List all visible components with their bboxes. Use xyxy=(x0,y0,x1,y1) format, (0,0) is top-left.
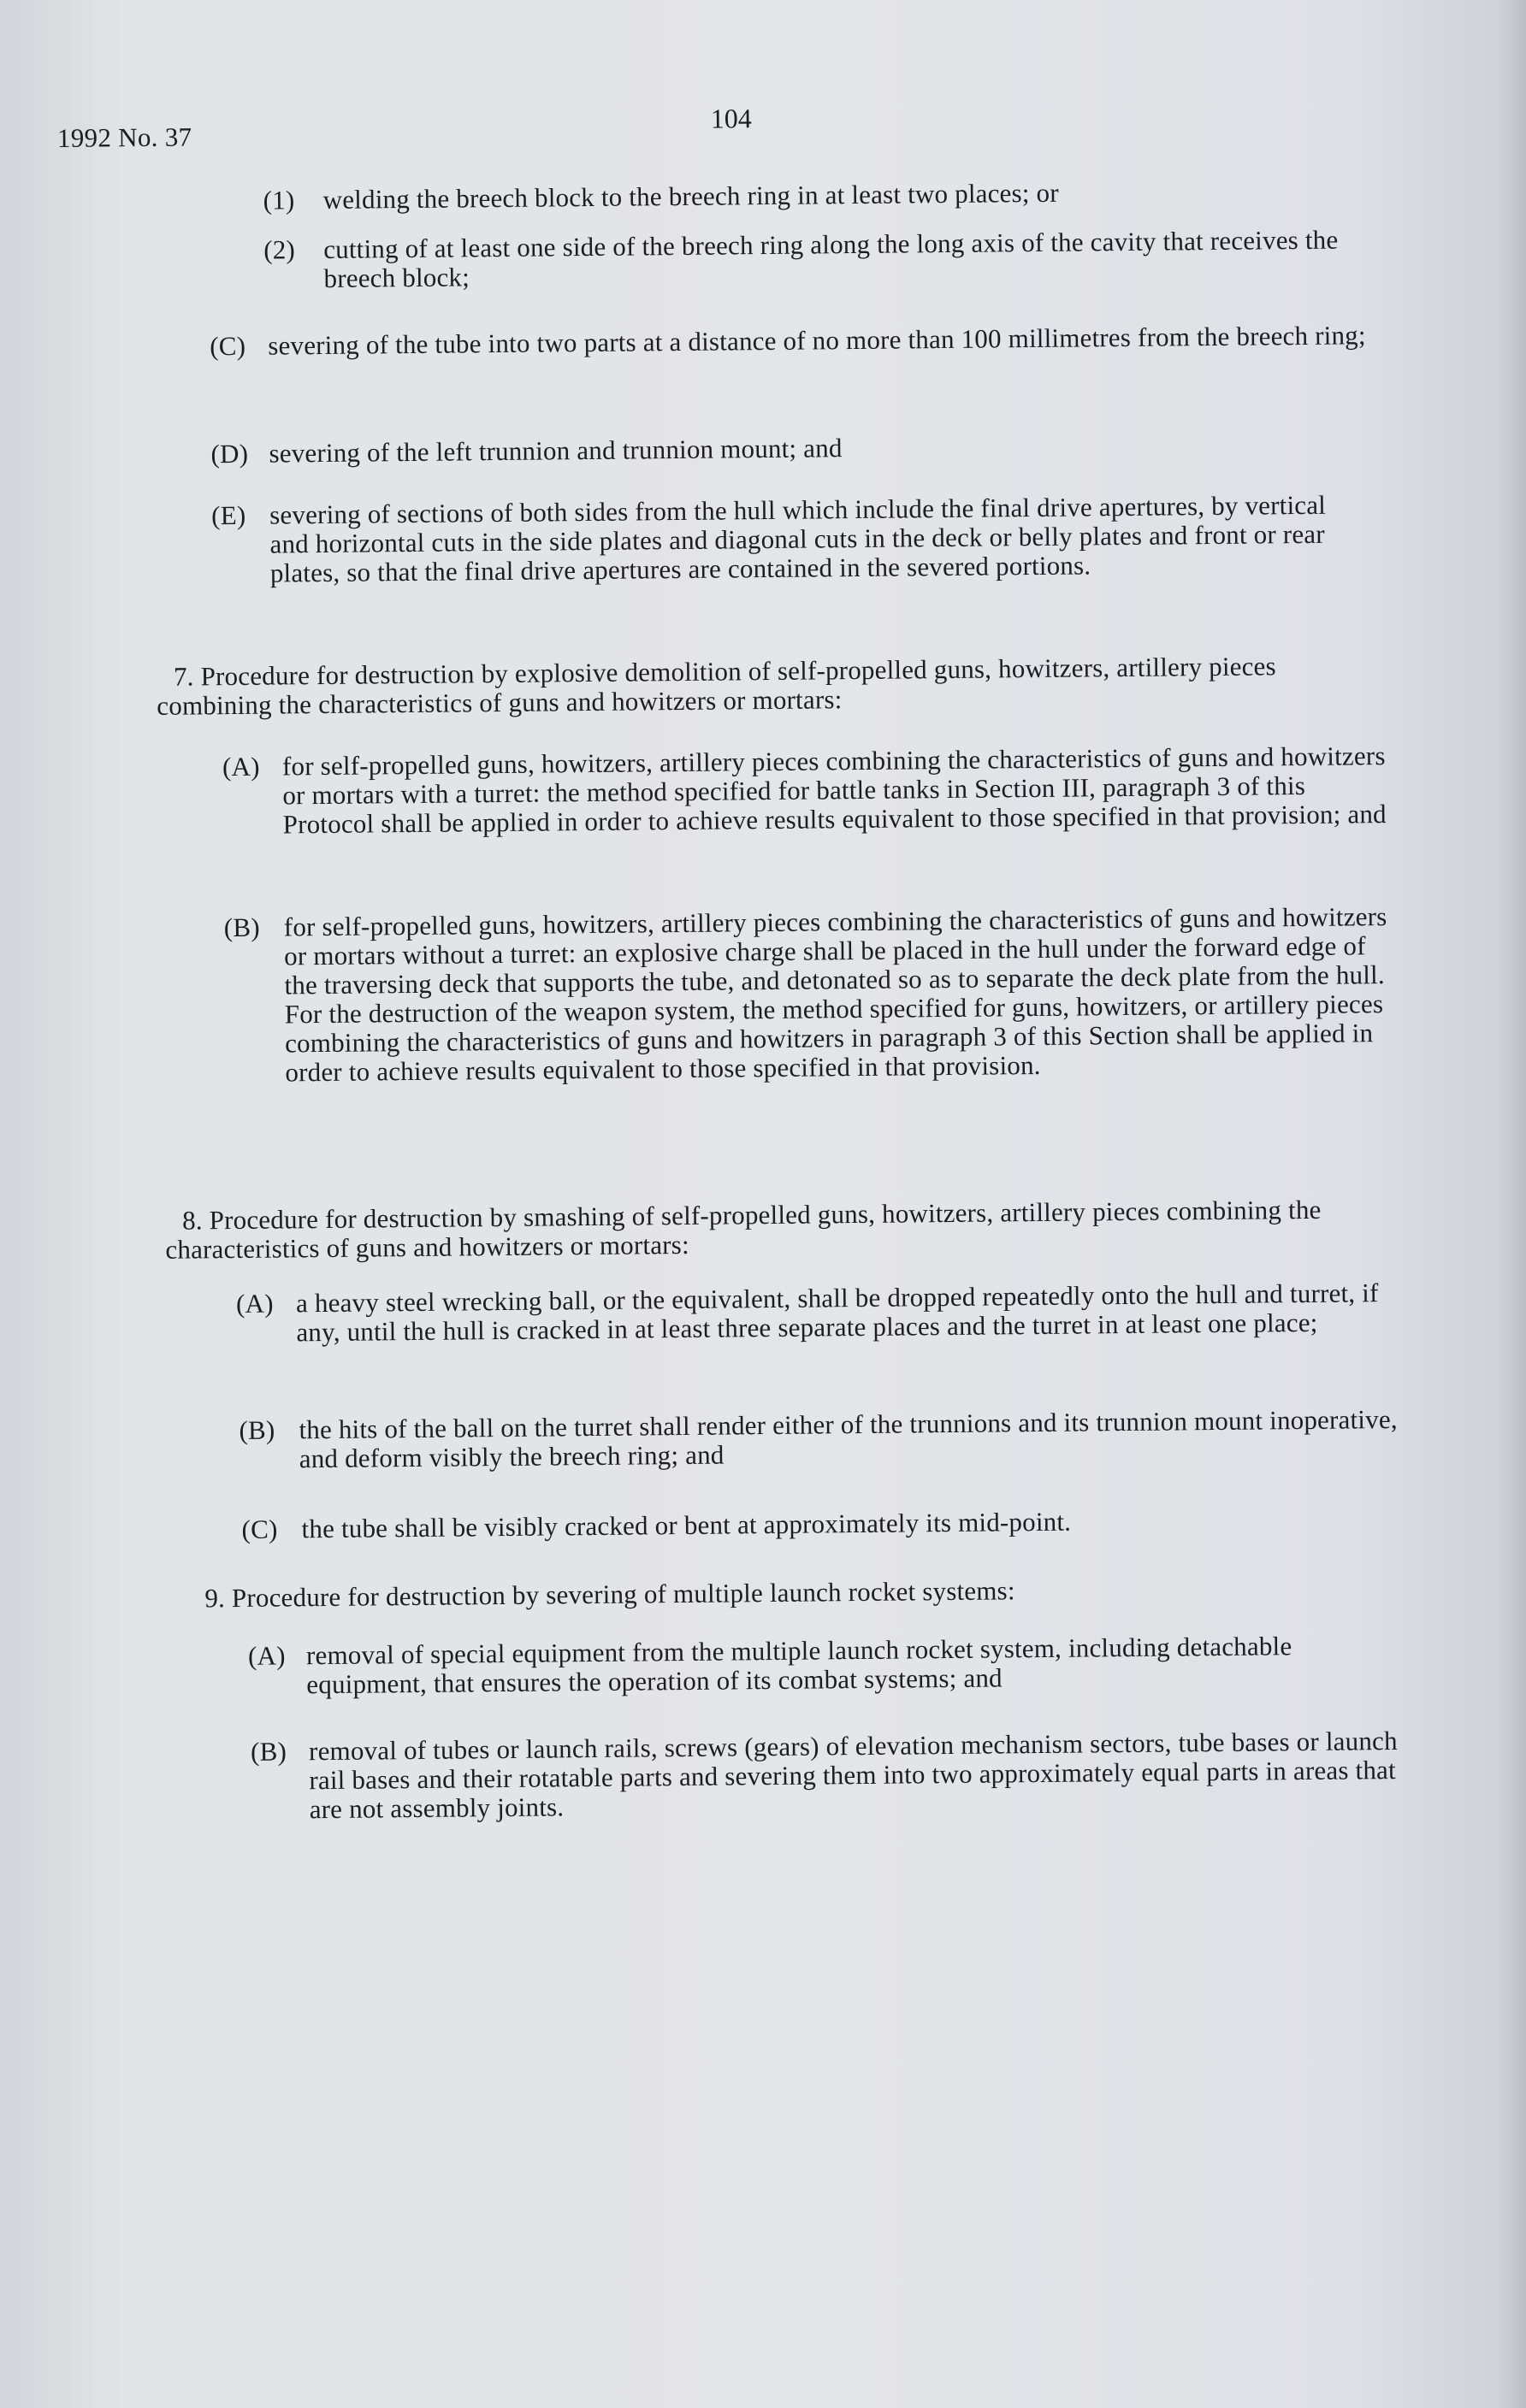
list-item-8-A xyxy=(236,1278,1409,1348)
list-item-9-B xyxy=(251,1726,1405,1825)
list-item-6-D xyxy=(210,428,1384,469)
list-item-text: for self-propelled guns, howitzers, artillery pieces combining the characteristics of guns and howitzers or mortars without a turret: an explosive charge shall be placed in the hull under the forward edge of the traversing deck that supports the tube, and detonated so as to separate the deck plate from the hull. For the destruction of the weapon system, the method specified for guns, howitzers, or artillery pieces combining the characteristics of guns and howitzers in paragraph 3 of this Section shall be applied in order to achieve results equivalent to those specified in that provision. xyxy=(283,901,1387,1088)
list-item-text: the tube shall be visibly cracked or bent at approximately its mid-point. xyxy=(301,1506,1072,1544)
paragraph-8-heading: 8. Procedure for destruction by smashing of self-propelled guns, howitzers, artillery pieces combining the characteristics of guns and howitzers or mortars: xyxy=(165,1194,1322,1265)
paragraph-9-heading: 9. Procedure for destruction by severing of multiple launch rocket systems: xyxy=(204,1575,1015,1614)
list-item-text: severing of the tube into two parts at a distance of no more than 100 millimetres from the breech ring; xyxy=(268,320,1366,361)
list-item-label: (2) xyxy=(263,234,296,265)
list-item-8-B xyxy=(239,1405,1411,1474)
list-item-text: removal of tubes or launch rails, screws (gears) of elevation mechanism sectors, tube bases or launch rail bases and their rotatable parts and severing them into two approximately equal parts in areas that are not assembly joints. xyxy=(308,1726,1398,1825)
document-reference: 1992 No. 37 xyxy=(56,121,192,153)
list-item-6-E xyxy=(211,491,1331,589)
list-item-7-A xyxy=(222,741,1395,840)
list-item-6-2 xyxy=(263,225,1385,294)
list-item-6-C xyxy=(210,321,1383,361)
list-item-label: (B) xyxy=(239,1414,275,1445)
list-item-text: severing of the left trunnion and trunnion mount; and xyxy=(269,433,843,469)
list-item-text: cutting of at least one side of the breech ring along the long axis of the cavity that receives the breech block; xyxy=(323,224,1339,293)
list-item-text: removal of special equipment from the multiple launch rocket system, including detachable equipment, that ensures the operation of its combat systems; and xyxy=(305,1631,1292,1700)
paragraph-7-heading: 7. Procedure for destruction by explosive demolition of self-propelled guns, howitzers, artillery pieces combining the characteristics of guns and howitzers or mortars: xyxy=(157,651,1276,721)
list-item-label: (D) xyxy=(210,438,249,469)
list-item-6-1 xyxy=(263,175,1384,215)
list-item-label: (A) xyxy=(235,1288,274,1319)
list-item-label: (A) xyxy=(222,751,260,782)
page-number: 104 xyxy=(710,103,752,134)
list-item-text: the hits of the ball on the turret shall render either of the trunnions and its trunnion mount inoperative, and deform visibly the breech ring; and xyxy=(299,1403,1398,1474)
list-item-label: (E) xyxy=(211,499,246,531)
list-item-label: (1) xyxy=(263,185,295,215)
list-item-text: for self-propelled guns, howitzers, artillery pieces combining the characteristics of guns and howitzers or mortars with a turret: the method specified for battle tanks in Section III, paragraph 3 of this Protocol shall be applied in order to achieve results equivalent to those specified in that provision; and xyxy=(281,741,1387,840)
list-item-label: (C) xyxy=(210,330,246,362)
list-item-label: (B) xyxy=(223,912,260,943)
list-item-label: (C) xyxy=(241,1514,278,1544)
list-item-label: (B) xyxy=(250,1736,287,1767)
list-item-text: a heavy steel wrecking ball, or the equivalent, shall be dropped repeatedly onto the hull and turret, if any, until the hull is cracked in at least three separate places and the turret in at least one place; xyxy=(295,1278,1379,1348)
list-item-8-C xyxy=(241,1504,1413,1544)
list-item-text: welding the breech block to the breech ring in at least two places; or xyxy=(322,177,1059,215)
list-item-7-B xyxy=(224,902,1398,1088)
list-item-9-A xyxy=(248,1631,1402,1700)
list-item-text: severing of sections of both sides from the hull which include the final drive apertures, by vertical and horizontal cuts in the side plates and diagonal cuts in the deck or belly plates and front or rear plates, so that the final drive apertures are contained in the severed portions. xyxy=(269,489,1327,588)
list-item-label: (A) xyxy=(247,1640,286,1671)
